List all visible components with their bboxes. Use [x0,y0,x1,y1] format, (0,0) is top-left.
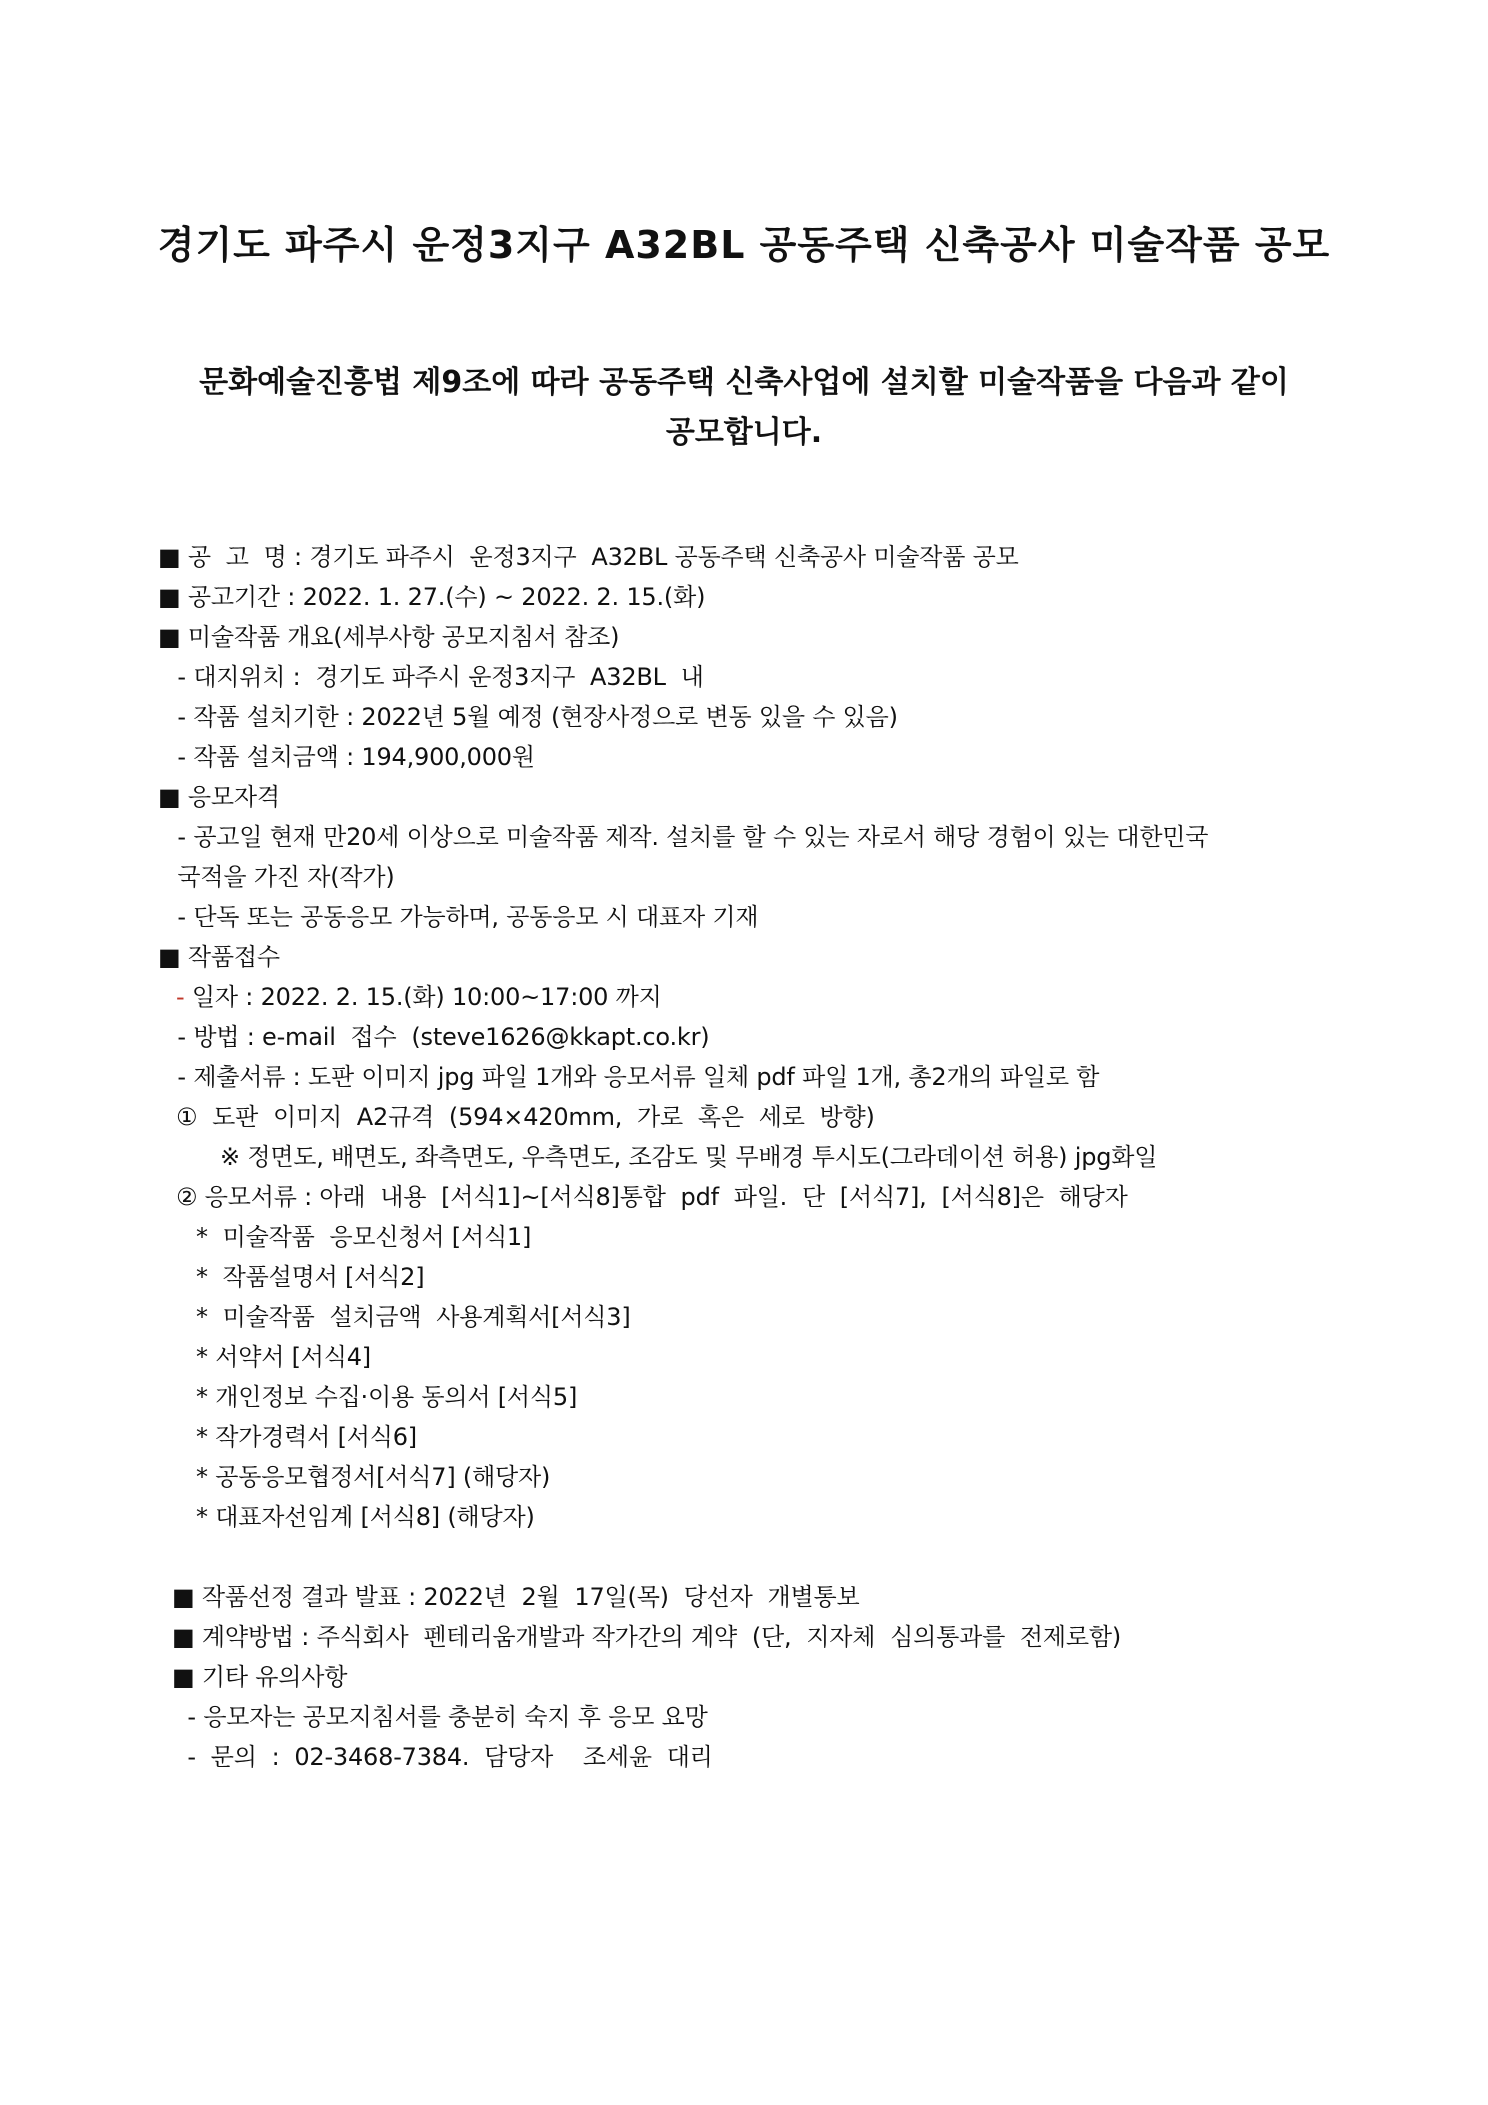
other-notes-heading: ■ 기타 유의사항 [172,1663,348,1691]
form-item-1: * 미술작품 응모신청서 [서식1] [196,1223,532,1251]
eligibility-line-3: - 단독 또는 공동응모 가능하며, 공동응모 시 대표자 기재 [170,903,759,931]
submission-heading: ■ 작품접수 [158,943,280,971]
notice-period-line: ■ 공고기간 : 2022. 1. 27.(수) ~ 2022. 2. 15.(화) [158,583,706,611]
eligibility-line-1: - 공고일 현재 만20세 이상으로 미술작품 제작. 설치를 할 수 있는 자로서 해당 경험이 있는 대한민국 [170,823,1209,851]
form-item-5: * 개인정보 수집·이용 동의서 [서식5] [196,1383,578,1411]
form-item-2: * 작품설명서 [서식2] [196,1263,425,1291]
form-item-6: * 작가경력서 [서식6] [196,1423,417,1451]
plate-image-note-line: ※ 정면도, 배면도, 좌측면도, 우측면도, 조감도 및 무배경 투시도(그라데이션 허용) jpg화일 [220,1143,1158,1171]
submission-date-text: 일자 : 2022. 2. 15.(화) 10:00~17:00 까지 [191,983,662,1011]
selection-result-line: ■ 작품선정 결과 발표 : 2022년 2월 17일(목) 당선자 개별통보 [172,1583,860,1611]
plate-image-line: ① 도판 이미지 A2규격 (594×420mm, 가로 혹은 세로 방향) [176,1103,875,1131]
form-item-4: * 서약서 [서식4] [196,1343,371,1371]
install-amount-line: - 작품 설치금액 : 194,900,000원 [170,743,535,771]
submission-method-line: - 방법 : e-mail 접수 (steve1626@kkapt.co.kr) [170,1023,710,1051]
submission-date-line [176,982,662,1012]
intro-line-2: 공모합니다. [665,415,823,450]
other-notes-line-1: - 응모자는 공모지침서를 충분히 숙지 후 응모 요망 [180,1703,708,1731]
contract-method-line: ■ 계약방법 : 주식회사 펜테리움개발과 작가간의 계약 (단, 지자체 심의통과를 전제로함) [172,1623,1122,1651]
application-docs-line: ② 응모서류 : 아래 내용 [서식1]~[서식8]통합 pdf 파일. 단 [서식7], [서식8]은 해당자 [176,1183,1128,1211]
page-title: 경기도 파주시 운정3지구 A32BL 공동주택 신축공사 미술작품 공모 [157,223,1331,267]
contact-line: - 문의 : 02-3468-7384. 담당자 조세윤 대리 [180,1743,713,1771]
red-dash-marker: - [176,983,185,1011]
install-deadline-line: - 작품 설치기한 : 2022년 5월 예정 (현장사정으로 변동 있을 수 있음) [170,703,898,731]
intro-line-1: 문화예술진흥법 제9조에 따라 공동주택 신축사업에 설치할 미술작품을 다음과 같이 [199,365,1289,400]
submission-documents-line: - 제출서류 : 도판 이미지 jpg 파일 1개와 응모서류 일체 pdf 파일 1개, 총2개의 파일로 함 [170,1063,1100,1091]
form-item-3: * 미술작품 설치금액 사용계획서[서식3] [196,1303,631,1331]
eligibility-line-2: 국적을 가진 자(작가) [170,863,395,891]
artwork-overview-heading: ■ 미술작품 개요(세부사항 공모지침서 참조) [158,623,620,651]
form-item-7: * 공동응모협정서[서식7] (해당자) [196,1463,551,1491]
intro-paragraph [0,358,1488,458]
notice-name-line: ■ 공 고 명 : 경기도 파주시 운정3지구 A32BL 공동주택 신축공사 미술작품 공모 [158,543,1019,571]
eligibility-heading: ■ 응모자격 [158,783,280,811]
form-item-8: * 대표자선임계 [서식8] (해당자) [196,1503,535,1531]
site-location-line: - 대지위치 : 경기도 파주시 운정3지구 A32BL 내 [170,663,704,691]
